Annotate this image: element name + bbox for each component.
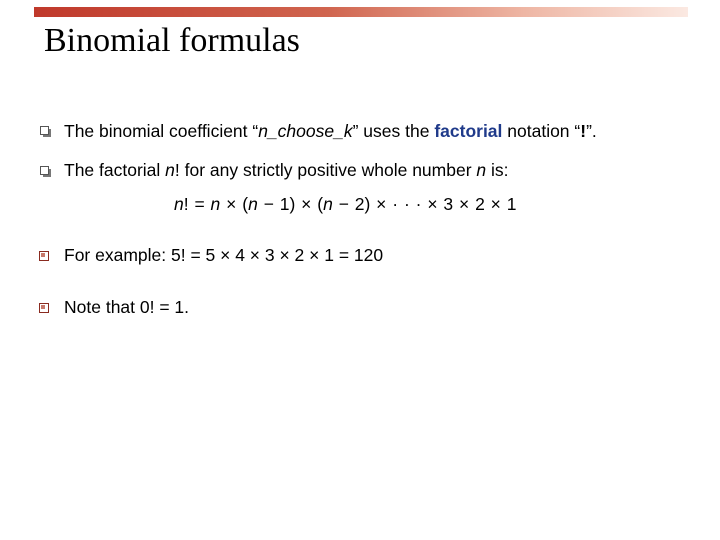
bullet-2-n2: n — [476, 160, 487, 180]
formula-n-b: n — [210, 194, 221, 214]
bullet-1-italic: n_choose_k — [258, 121, 353, 141]
bullet-text-2 — [64, 160, 509, 181]
formula-eq: ! = — [183, 194, 211, 214]
note-text: Note that 0! = 1. — [64, 297, 190, 317]
formula-t3: − 2) × · · · × 3 × 2 × 1 — [332, 194, 517, 214]
bullet-1-pre: The binomial coefficient “ — [64, 121, 259, 141]
formula-t1: × ( — [220, 194, 249, 214]
formula-n-a: n — [174, 194, 184, 214]
title-accent-bar — [34, 7, 688, 17]
slide-title: Binomial formulas — [44, 22, 300, 59]
bullet-marker-4 — [39, 303, 49, 313]
formula-n-d: n — [323, 194, 333, 214]
bullet-1-post-b: ”. — [586, 121, 597, 141]
example-text: For example: 5! = 5 × 4 × 3 × 2 × 1 = 120 — [64, 245, 384, 265]
bullet-marker-1 — [40, 126, 49, 135]
formula-t2: − 1) × ( — [257, 194, 324, 214]
bullet-text-1 — [64, 121, 597, 142]
bullet-2-mid: ! for any strictly positive whole number — [174, 160, 477, 180]
bullet-1-post-a: notation “ — [502, 121, 581, 141]
factorial-formula — [174, 194, 517, 215]
bullet-2-n1: n — [165, 160, 175, 180]
bullet-marker-3 — [39, 251, 49, 261]
bullet-1-mid: ” uses the — [352, 121, 435, 141]
bang-symbol: ! — [580, 121, 587, 141]
factorial-keyword: factorial — [434, 121, 503, 141]
bullet-2-pre: The factorial — [64, 160, 166, 180]
formula-n-c: n — [248, 194, 258, 214]
bullet-2-post: is: — [486, 160, 509, 180]
bullet-marker-2 — [40, 166, 49, 175]
